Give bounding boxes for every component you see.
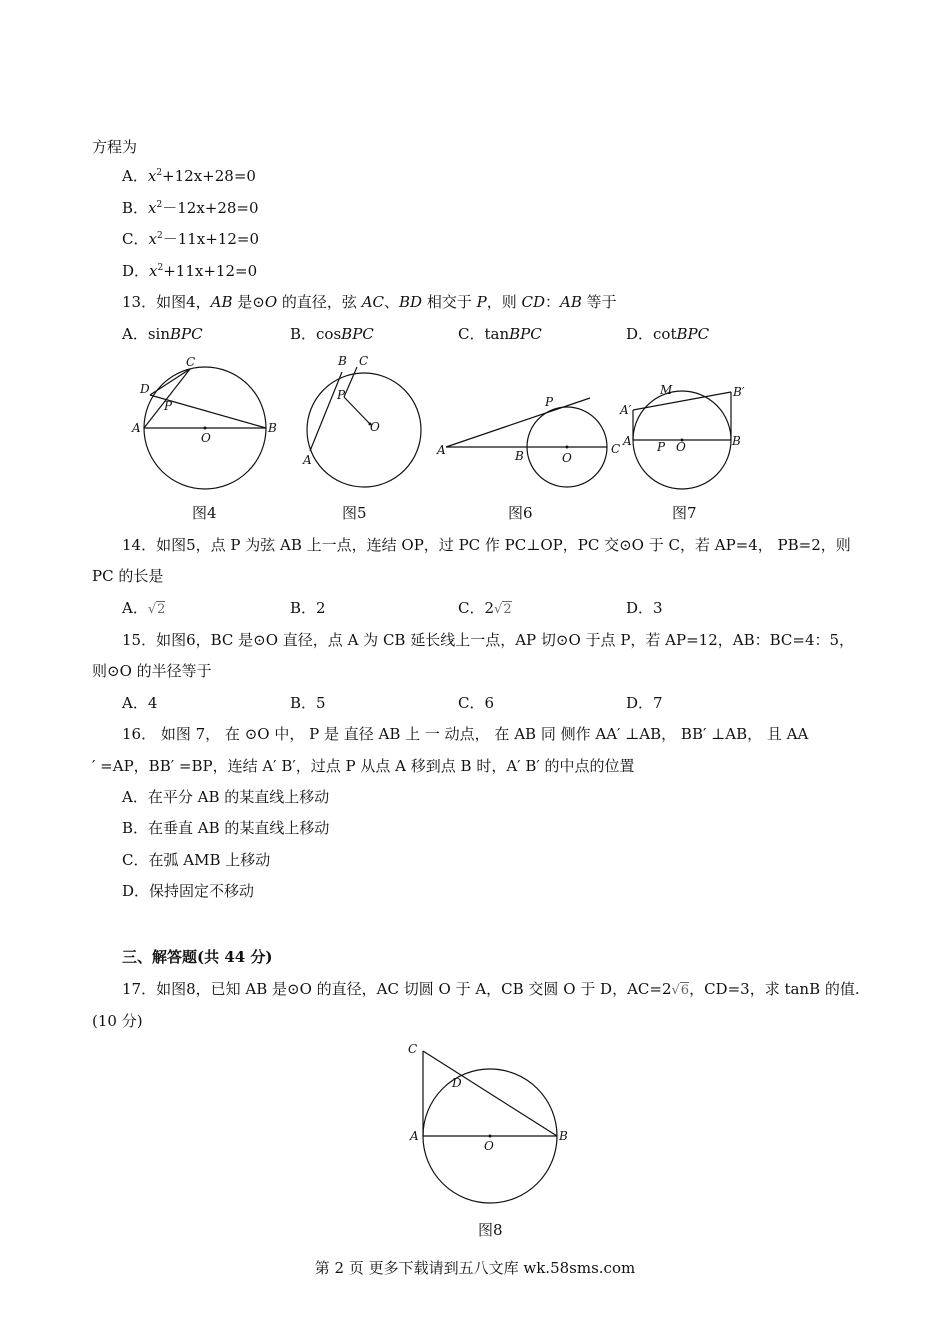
fig8-label-b: B [559,1129,568,1143]
fig6-label-o: O [562,451,572,465]
fig5-label-b: B [338,354,347,368]
q15-option-a: A．4 [122,694,158,712]
fig4-label-p: P [164,399,173,413]
fig5-chord-ab [310,372,342,451]
fig4-label-a: A [132,421,141,435]
sqrt-symbol: √2 [494,602,512,617]
q14-option-d: D．3 [626,599,663,617]
fig6-caption: 图6 [508,504,533,522]
q16-stem-line2: ′ =AP，BB′ =BP，连结 A′ B′，过点 P 从点 A 移到点 B 时，A′ B′ 的中点的位置 [92,757,635,775]
fig5-caption: 图5 [342,504,367,522]
q15-stem-line2: 则⊙O 的半径等于 [92,662,212,680]
fig4-label-d: D [140,382,150,396]
q12-option-a: A．$x^2+12x+28=0$ [122,167,256,185]
fig5-label-p: P [337,388,346,402]
fig5-segment-pc [344,367,357,397]
q16-option-b: B．在垂直 AB 的某直线上移动 [122,819,330,837]
fig4-label-c: C [186,355,196,369]
q16-option-a: A．在平分 AB 的某直线上移动 [122,788,330,806]
fig8-label-c: C [408,1042,418,1056]
fig7-label-a: A [623,434,632,448]
q17-stem-line2: (10 分) [92,1012,143,1030]
fig8-label-o: O [484,1139,494,1153]
section-3-heading: 三、解答题(共 44 分) [122,948,273,966]
fig5-label-c: C [359,354,369,368]
q13-option-a: A．sinBPC [122,325,203,343]
q12-option-c: C．$x^2-11x+12=0$ [122,230,260,248]
sqrt-symbol: √6 [671,983,690,998]
fig8-label-a: A [410,1129,419,1143]
fig8-center-dot [489,1135,492,1138]
figure-7 [618,378,748,493]
q16-option-c: C．在弧 AMB 上移动 [122,851,271,869]
fig8-label-d: D [452,1076,462,1090]
q14-stem-line2: PC 的长是 [92,567,164,585]
fig4-caption: 图4 [192,504,217,522]
fig7-label-p: P [657,440,666,454]
fig6-label-p: P [545,395,554,409]
fig7-label-bp: B′ [733,385,745,399]
fig6-label-b: B [515,449,524,463]
fig4-label-b: B [268,421,277,435]
fig5-label-o: O [370,420,380,434]
fig8-segment-cb [423,1051,557,1136]
q14-option-b: B．2 [290,599,326,617]
fig7-label-b: B [732,434,741,448]
fig7-segment-apbp [633,392,731,410]
fig6-center-dot [566,446,569,449]
figure-5 [298,350,428,500]
q12-tail: 方程为 [92,138,138,156]
q13-option-c: C．tanBPC [458,325,542,343]
q16-option-d: D．保持固定不移动 [122,882,255,900]
q12-option-b: B．$x^2-12x+28=0$ [122,199,259,217]
fig5-segment-op [344,397,370,424]
q13-option-b: B．cosBPC [290,325,374,343]
q14-option-a: A．√2 [122,598,165,620]
sqrt-symbol: √2 [147,602,166,617]
q14-option-c: C．2√2 [458,598,512,620]
q17-stem-line1: 17．如图8，已知 AB 是⊙O 的直径，AC 切圆 O 于 A，CB 交圆 O 于 D，AC=2√6，CD=3，求 tanB 的值. [122,979,860,1001]
q14-stem-line1: 14．如图5，点 P 为弦 AB 上一点，连结 OP，过 PC 作 PC⊥OP，PC 交⊙O 于 C，若 AP=4， PB=2，则 [122,536,851,554]
q15-option-b: B．5 [290,694,326,712]
q15-option-d: D．7 [626,694,663,712]
page-footer: 第 2 页 更多下载请到五八文库 wk.58sms.com [314,1259,636,1277]
fig6-label-a: A [437,443,446,457]
fig4-label-o: O [201,431,211,445]
q13-option-d: D．cotBPC [626,325,710,343]
fig4-chord-cd [150,369,190,395]
fig7-label-ap: A′ [620,403,632,417]
figure-8 [400,1034,580,1214]
fig6-label-c: C [611,442,621,456]
q13-stem: 13．如图4，AB 是⊙O 的直径，弦 AC、BD 相交于 P，则 CD：AB 等于 [122,293,617,311]
q15-option-c: C．6 [458,694,495,712]
figure-4 [128,352,283,497]
fig8-caption: 图8 [478,1221,503,1239]
q16-stem-line1: 16． 如图 7， 在 ⊙O 中， P 是 直径 AB 上 一 动点， 在 AB 同 侧作 AA′ ⊥AB， BB′ ⊥AB， 且 AA [122,725,809,743]
q12-option-d: D．$x^2+11x+12=0$ [122,262,258,280]
fig5-label-a: A [303,453,312,467]
q15-stem-line1: 15．如图6，BC 是⊙O 直径，点 A 为 CB 延长线上一点，AP 切⊙O 于点 P，若 AP=12，AB：BC=4：5， [122,631,855,649]
fig7-caption: 图7 [672,504,697,522]
fig4-center-dot [204,427,207,430]
fig5-circle [307,373,421,487]
figure-6 [432,384,632,494]
fig6-tangent-ap [446,398,590,447]
fig7-label-m: M [660,383,673,397]
fig7-label-o: O [676,440,686,454]
